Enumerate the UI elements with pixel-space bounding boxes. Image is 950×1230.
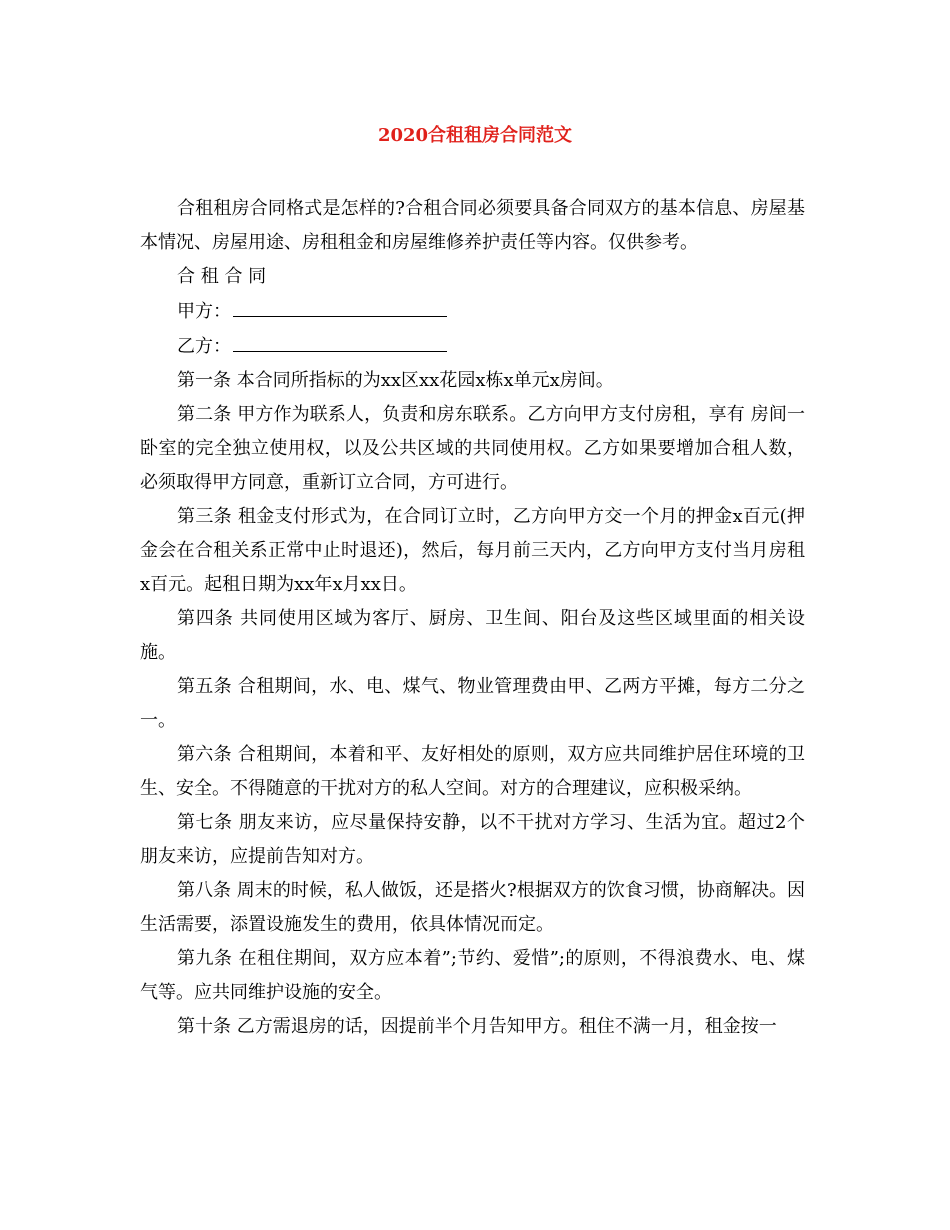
article-8: 第八条 周末的时候，私人做饭，还是搭火?根据双方的饮食习惯，协商解决。因生活需要，添置设施发生的费用，依具体情况而定。 — [140, 880, 805, 935]
article-7: 第七条 朋友来访，应尽量保持安静，以不干扰对方学习、生活为宜。超过2个朋友来访，应提前告知对方。 — [140, 812, 805, 867]
document-title: 2020合租租房合同范文 — [377, 125, 573, 146]
party-b-blank — [233, 329, 447, 352]
party-a-line — [140, 294, 805, 329]
party-a-label: 甲方： — [177, 301, 231, 322]
article-2: 第二条 甲方作为联系人，负责和房东联系。乙方向甲方支付房租，享有 房间一卧室的完全独立使用权，以及公共区域的共同使用权。乙方如果要增加合租人数，必须取得甲方同意，重新订立合同，方可进行。 — [140, 404, 805, 493]
party-a-blank — [233, 294, 447, 317]
contract-heading: 合 租 合 同 — [177, 266, 267, 287]
document-body — [140, 192, 805, 1044]
article-3: 第三条 租金支付形式为，在合同订立时，乙方向甲方交一个月的押金x百元(押金会在合租关系正常中止时退还)，然后，每月前三天内，乙方向甲方支付当月房租x百元。起租日期为xx年x月xx日。 — [140, 506, 805, 595]
article-10: 第十条 乙方需退房的话，因提前半个月告知甲方。租住不满一月，租金按一 — [177, 1016, 777, 1037]
party-b-line — [140, 329, 805, 364]
article-6: 第六条 合租期间，本着和平、友好相处的原则，双方应共同维护居住环境的卫生、安全。不得随意的干扰对方的私人空间。对方的合理建议，应积极采纳。 — [140, 744, 805, 799]
article-9: 第九条 在租住期间，双方应本着”;节约、爱惜”;的原则，不得浪费水、电、煤气等。应共同维护设施的安全。 — [140, 948, 805, 1003]
article-5: 第五条 合租期间，水、电、煤气、物业管理费由甲、乙两方平摊，每方二分之一。 — [140, 676, 805, 731]
article-4: 第四条 共同使用区域为客厅、厨房、卫生间、阳台及这些区域里面的相关设施。 — [140, 608, 805, 663]
article-1: 第一条 本合同所指标的为xx区xx花园x栋x单元x房间。 — [177, 370, 614, 391]
party-b-label: 乙方： — [177, 336, 231, 357]
intro-paragraph: 合租租房合同格式是怎样的?合租合同必须要具备合同双方的基本信息、房屋基本情况、房屋用途、房租租金和房屋维修养护责任等内容。仅供参考。 — [140, 198, 805, 253]
